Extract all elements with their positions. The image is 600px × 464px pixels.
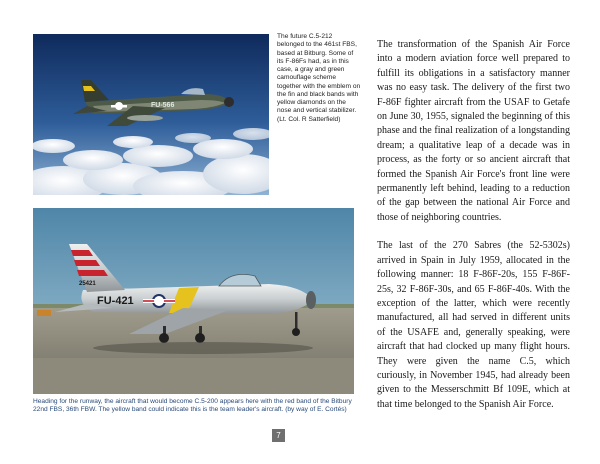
body-paragraph-1: The transformation of the Spanish Air Force into a modern aviation force well prepared to fulfill its obligations in a satisfactory manner was no easy task. The delivery of the first two F-86F fighter aircraft from the USAF to Getafe on June 30, 1955, signaled the beginning of this phase and the final realization of a longstanding dream; a qualitative leap of a decade was in process, as the forty or so ancient aircraft that formed the Spanish Air Force's front line were permanently left behind, leading to a reduction of the gap between the national Air Force and those of neighboring countries.	[377, 39, 570, 223]
body-text-column	[377, 38, 570, 426]
page-number: 7	[272, 429, 285, 442]
top-fuselage-marking: FU-566	[151, 102, 175, 109]
caption-bottom-photo: Heading for the runway, the aircraft that would become C.5-200 appears here with the red band of the Bitbury 22nd FBS, 36th FBW. The yellow band could indicate this is the team leader's aircraft. (by way of E. Cortés)	[33, 398, 352, 414]
caption-top-photo: The future C.5-212 belonged to the 461st FBS, based at Bitburg. Some of its F-86Fs had, as in this case, a gray and green camouflage scheme together with the emblem on the fin and black bands with yellow diamonds on the nose and vertical stabilizer. (Lt. Col. R Satterfield)	[277, 33, 361, 123]
fuselage-marking: FU-421	[97, 295, 134, 307]
photo-sabre-on-runway	[33, 208, 354, 394]
body-paragraph-2: The last of the 270 Sabres (the 52-5302s) arrived in Spain in July 1959, allocated in the following manner: 18 F-86F-20s, 155 F-86F-25s, 32 F-86F-30s, and 65 F-86F-40s. With the exception of the latter, which were recently manufactured, all had served in different units of the USAFE and, generally speaking, were aircraft that had clocked up many flight hours. They were given the name C.5, which curiously, in November 1945, had already been given to the Messerschmitt Bf 109E, which at that time belonged to the Spanish Air Force.	[377, 240, 570, 410]
photo-sabre-in-flight	[33, 34, 269, 195]
photo-sabre-in-flight-image	[33, 34, 269, 195]
tail-number: 25421	[79, 281, 96, 287]
photo-sabre-on-runway-image	[33, 208, 354, 394]
